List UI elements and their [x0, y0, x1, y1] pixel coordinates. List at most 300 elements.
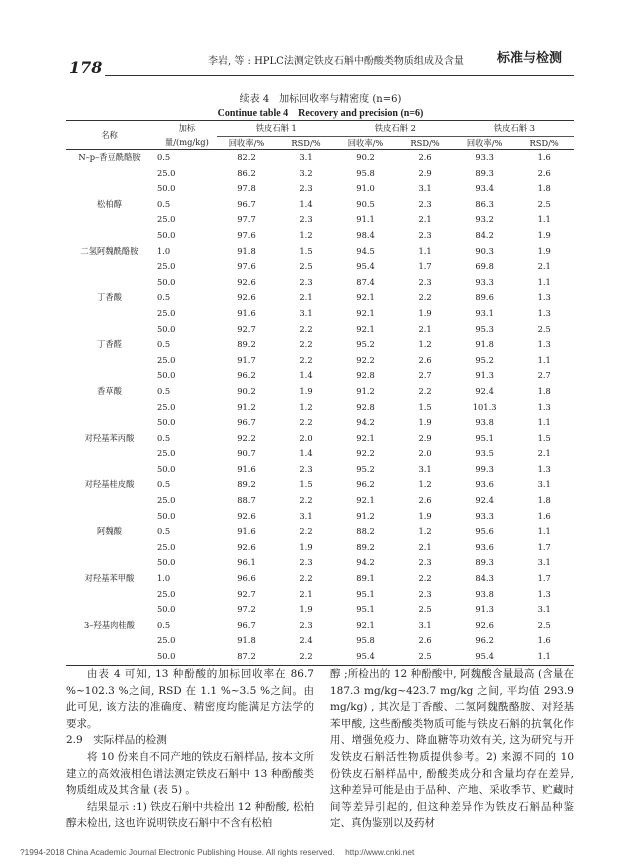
value-cell: 2.2 [418, 573, 432, 584]
value-cell: 95.4 [336, 649, 395, 665]
value-cell: 1.6 [537, 635, 551, 646]
value-cell: 95.2 [475, 354, 494, 365]
value-cell: 93.5 [475, 448, 494, 459]
value-cell: 3.1 [299, 510, 313, 521]
value-cell: 2.2 [299, 573, 313, 584]
value-cell: 1.1 [537, 417, 551, 428]
value-cell: 2.3 [418, 557, 432, 568]
value-cell: 2.5 [299, 261, 313, 272]
value-cell: 90.2 [356, 152, 375, 162]
value-cell: 93.3 [475, 510, 494, 521]
compound-name-cell [66, 446, 153, 462]
value-cell: 2.0 [418, 448, 432, 459]
value-cell: 1.7 [537, 573, 551, 584]
value-cell: 2.2 [299, 495, 313, 506]
table-row [66, 275, 574, 291]
value-cell: 89.2 [237, 479, 256, 490]
value-cell: 2.3 [299, 619, 313, 630]
value-cell: 91.8 [237, 635, 256, 646]
value-cell: 91.2 [356, 510, 375, 521]
table-row [66, 509, 574, 525]
value-cell: 1.1 [537, 526, 551, 537]
value-cell: 2.4 [299, 635, 313, 646]
value-cell: 1.2 [418, 479, 432, 490]
compound-name-cell [66, 649, 153, 665]
value-cell: 95.2 [356, 339, 375, 350]
added-amount-cell: 0.5 [156, 619, 171, 630]
table-row [66, 166, 574, 182]
table-row [66, 197, 574, 213]
value-cell: 1.4 [299, 448, 313, 459]
compound-name-cell: 丁香酸 [97, 292, 122, 303]
value-cell: 95.1 [356, 604, 375, 615]
compound-name-cell [66, 259, 153, 275]
value-cell: 1.4 [299, 198, 313, 209]
value-cell: 95.4 [356, 261, 375, 272]
compound-name-cell [66, 602, 153, 618]
added-amount-cell: 50.0 [156, 370, 176, 381]
compound-name-cell: 松柏醇 [97, 198, 122, 209]
table-row [66, 649, 574, 665]
value-cell: 96.2 [356, 479, 375, 490]
added-amount-cell: 25.0 [156, 307, 176, 318]
value-cell: 1.2 [418, 526, 432, 537]
value-cell: 90.3 [475, 245, 494, 256]
value-cell: 1.5 [418, 401, 432, 412]
value-cell: 2.1 [537, 261, 551, 272]
added-amount-cell: 50.0 [156, 557, 176, 568]
value-cell: 92.7 [237, 323, 256, 334]
compound-name-cell [66, 275, 153, 291]
value-cell: 2.3 [299, 557, 313, 568]
added-amount-cell: 0.5 [156, 526, 171, 537]
table-row [66, 587, 574, 603]
value-cell: 96.7 [237, 198, 256, 209]
table-row [66, 431, 574, 447]
value-cell: 2.5 [537, 619, 551, 630]
table-row [66, 181, 574, 197]
value-cell: 97.6 [237, 261, 256, 272]
compound-name-cell [66, 587, 153, 603]
value-cell: 90.5 [356, 198, 375, 209]
added-amount-cell: 50.0 [156, 510, 176, 521]
value-cell: 1.7 [418, 261, 432, 272]
compound-name-cell [66, 415, 153, 431]
col-added-header: 加标量/(mg/kg) [164, 123, 209, 147]
header-rule [66, 75, 574, 76]
paragraph: 结果显示 :1) 铁皮石斛中共检出 12 种酚酸, 松柏醇未检出, 这也许说明铁皮石斛中不含有松柏 [66, 800, 314, 830]
compound-name-cell: N–p–香豆酰酪胺 [78, 152, 141, 162]
value-cell: 88.2 [356, 526, 375, 537]
value-cell: 2.2 [276, 649, 336, 665]
value-cell: 94.5 [356, 245, 375, 256]
value-cell: 2.7 [537, 370, 551, 381]
value-cell: 1.9 [299, 385, 313, 396]
value-cell: 93.6 [475, 541, 494, 552]
value-cell: 89.6 [475, 292, 494, 303]
value-cell: 92.1 [356, 307, 375, 318]
value-cell: 2.5 [537, 323, 551, 334]
value-cell: 2.6 [418, 635, 432, 646]
table-row [66, 259, 574, 275]
table-row [66, 322, 574, 338]
value-cell: 88.7 [237, 495, 256, 506]
value-cell: 2.6 [418, 152, 432, 162]
value-cell: 2.3 [418, 198, 432, 209]
value-cell: 1.8 [537, 183, 551, 194]
value-cell: 82.2 [237, 152, 256, 162]
value-cell: 1.9 [418, 510, 432, 521]
value-cell: 91.6 [237, 307, 256, 318]
value-cell: 91.1 [356, 214, 375, 225]
value-cell: 1.4 [299, 370, 313, 381]
value-cell: 96.6 [237, 573, 256, 584]
value-cell: 89.3 [475, 167, 494, 178]
sub-recovery-2: 回收率/% [347, 137, 384, 148]
value-cell: 93.3 [475, 152, 494, 162]
compound-name-cell [66, 368, 153, 384]
recovery-table [66, 120, 574, 666]
value-cell: 91.2 [237, 401, 256, 412]
value-cell: 2.1 [418, 541, 432, 552]
value-cell: 95.8 [356, 167, 375, 178]
value-cell: 2.2 [418, 292, 432, 303]
col-name-header: 名称 [101, 130, 118, 140]
value-cell: 3.1 [299, 152, 313, 162]
compound-name-cell [66, 353, 153, 369]
added-amount-cell: 25.0 [156, 541, 176, 552]
value-cell: 2.1 [418, 214, 432, 225]
value-cell: 92.8 [356, 401, 375, 412]
added-amount-cell: 50.0 [156, 323, 176, 334]
table-title-en: Continue table 4 Recovery and precision (n=6) [217, 108, 424, 119]
added-amount-cell: 0.5 [156, 339, 171, 350]
value-cell: 89.2 [356, 541, 375, 552]
added-amount-cell: 25.0 [156, 495, 176, 506]
value-cell: 2.2 [418, 385, 432, 396]
table-row [66, 415, 574, 431]
compound-name-cell [66, 212, 153, 228]
value-cell: 1.9 [418, 417, 432, 428]
table-row [66, 150, 574, 166]
value-cell: 3.1 [418, 183, 432, 194]
value-cell: 2.6 [418, 354, 432, 365]
value-cell: 2.0 [299, 432, 313, 443]
value-cell: 1.3 [537, 339, 551, 350]
table-row [66, 618, 574, 634]
value-cell: 1.1 [537, 214, 551, 225]
table-row [66, 602, 574, 618]
value-cell: 92.2 [356, 448, 375, 459]
table-row [66, 400, 574, 416]
table-row [66, 337, 574, 353]
value-cell: 1.6 [537, 510, 551, 521]
added-amount-cell: 0.5 [156, 292, 171, 303]
compound-name-cell [66, 228, 153, 244]
compound-name-cell [66, 306, 153, 322]
value-cell: 96.1 [237, 557, 256, 568]
paragraph: 将 10 份来自不同产地的铁皮石斛样品, 按本文所建立的高效液相色谱法测定铁皮石斛中 13 种酚酸类物质组成及其含量 (表 5) 。 [66, 750, 314, 797]
value-cell: 3.1 [299, 307, 313, 318]
table-row [66, 633, 574, 649]
table-row [66, 555, 574, 571]
sub-rsd-3: RSD/% [529, 137, 559, 148]
added-amount-cell: 0.5 [156, 198, 171, 209]
value-cell: 2.5 [418, 604, 432, 615]
value-cell: 91.8 [475, 339, 494, 350]
value-cell: 96.2 [475, 635, 494, 646]
value-cell: 1.3 [537, 463, 551, 474]
value-cell: 94.2 [356, 557, 375, 568]
value-cell: 95.3 [475, 323, 494, 334]
added-amount-cell: 0.5 [156, 385, 171, 396]
value-cell: 2.3 [418, 276, 432, 287]
paragraph: 醇 ;所检出的 12 种酚酸中, 阿魏酸含量最高 (含量在 187.3 mg/kg~423.7 mg/kg 之间, 平均值 293.9 mg/kg) , 其次是丁香酸、二氢阿魏酰酪胺、对羟基苯甲酸, 这些酚酸类物质可能与铁皮石斛的抗氧化作用、增强免疫力、降血糖等功效有关, 这为研究与开发铁皮石斛活性物质提供参考。2) 来源不同的 10 份铁皮石斛样品中, 酚酸类成分和含量均存在差异, 这种差异可能是由于品种、产地、采收季节、贮藏时间等差异引起的, 但这种差异作为铁皮石斛品种鉴定、真伪鉴别以及药材 [330, 668, 574, 830]
right-column [330, 666, 574, 832]
value-cell: 2.5 [395, 649, 455, 665]
value-cell: 97.7 [237, 214, 256, 225]
value-cell: 92.4 [475, 495, 494, 506]
table-row [66, 540, 574, 556]
value-cell: 91.2 [356, 385, 375, 396]
value-cell: 91.6 [237, 463, 256, 474]
value-cell: 91.6 [237, 526, 256, 537]
value-cell: 1.8 [537, 495, 551, 506]
compound-name-cell [66, 493, 153, 509]
table-row [66, 228, 574, 244]
value-cell: 2.9 [418, 167, 432, 178]
value-cell: 99.3 [475, 463, 494, 474]
value-cell: 1.3 [537, 588, 551, 599]
value-cell: 95.6 [475, 526, 494, 537]
table-row [66, 244, 574, 260]
value-cell: 2.2 [299, 323, 313, 334]
group-header-2: 铁皮石斛 2 [336, 121, 455, 137]
value-cell: 1.1 [537, 354, 551, 365]
value-cell: 92.2 [237, 432, 256, 443]
value-cell: 91.3 [475, 604, 494, 615]
value-cell: 97.6 [237, 229, 256, 240]
value-cell: 93.4 [475, 183, 494, 194]
compound-name-cell [66, 181, 153, 197]
copyright-footer: ?1994-2018 China Academic Journal Electronic Publishing House. All rights reserved. http://www.cnki.net [20, 847, 415, 857]
value-cell: 69.8 [475, 261, 494, 272]
sub-rsd-2: RSD/% [410, 137, 440, 148]
value-cell: 97.2 [237, 604, 256, 615]
compound-name-cell [66, 322, 153, 338]
left-column [66, 666, 314, 832]
value-cell: 2.2 [299, 354, 313, 365]
value-cell: 84.3 [475, 573, 494, 584]
value-cell: 92.4 [475, 385, 494, 396]
value-cell: 1.3 [537, 401, 551, 412]
value-cell: 98.4 [356, 229, 375, 240]
compound-name-cell [66, 633, 153, 649]
value-cell: 93.8 [475, 417, 494, 428]
added-amount-cell: 0.5 [156, 432, 171, 443]
value-cell: 1.9 [299, 541, 313, 552]
value-cell: 89.2 [237, 339, 256, 350]
paragraph: 由表 4 可知, 13 种酚酸的加标回收率在 86.7 %~102.3 %之间, RSD 在 1.1 %~3.5 %之间。由此可见, 该方法的准确度、精密度均能满足方法学的要求。 [66, 668, 314, 730]
value-cell: 95.1 [356, 588, 375, 599]
table-row [66, 446, 574, 462]
compound-name-cell: 丁香醛 [97, 339, 122, 350]
added-amount-cell: 25.0 [156, 167, 176, 178]
value-cell: 1.9 [299, 604, 313, 615]
value-cell: 1.8 [537, 385, 551, 396]
compound-name-cell: 阿魏酸 [97, 526, 122, 537]
compound-name-cell [66, 462, 153, 478]
value-cell: 2.1 [299, 588, 313, 599]
added-amount-cell: 1.0 [156, 573, 171, 584]
sub-rsd-1: RSD/% [291, 137, 321, 148]
value-cell: 1.1 [514, 649, 574, 665]
value-cell: 93.3 [475, 276, 494, 287]
compound-name-cell [66, 555, 153, 571]
added-amount-cell: 25.0 [156, 588, 176, 599]
value-cell: 3.1 [537, 557, 551, 568]
value-cell: 1.3 [537, 307, 551, 318]
value-cell: 3.2 [299, 167, 313, 178]
value-cell: 92.6 [237, 292, 256, 303]
value-cell: 90.2 [237, 385, 256, 396]
compound-name-cell: 对羟基苯丙酸 [84, 432, 135, 443]
table-body [66, 150, 574, 666]
value-cell: 91.0 [356, 183, 375, 194]
value-cell: 1.9 [418, 307, 432, 318]
value-cell: 97.8 [237, 183, 256, 194]
value-cell: 90.7 [237, 448, 256, 459]
table-row [66, 290, 574, 306]
value-cell: 96.2 [237, 370, 256, 381]
value-cell: 1.1 [418, 245, 432, 256]
value-cell: 1.9 [537, 245, 551, 256]
value-cell: 92.1 [356, 619, 375, 630]
table-row [66, 384, 574, 400]
value-cell: 2.3 [418, 588, 432, 599]
value-cell: 2.3 [299, 463, 313, 474]
added-amount-cell: 25.0 [156, 354, 176, 365]
table-row [66, 571, 574, 587]
table-row [66, 462, 574, 478]
table-row [66, 306, 574, 322]
value-cell: 2.6 [537, 167, 551, 178]
compound-name-cell [66, 166, 153, 182]
value-cell: 2.2 [299, 417, 313, 428]
group-header-1: 铁皮石斛 1 [217, 121, 336, 137]
value-cell: 93.1 [475, 307, 494, 318]
value-cell: 94.2 [356, 417, 375, 428]
added-amount-cell: 25.0 [156, 261, 176, 272]
compound-name-cell: 对羟基桂皮酸 [84, 479, 135, 490]
value-cell: 2.3 [299, 214, 313, 225]
compound-name-cell: 3–羟基肉桂酸 [84, 619, 135, 630]
value-cell: 96.7 [237, 417, 256, 428]
value-cell: 93.8 [475, 588, 494, 599]
compound-name-cell [66, 400, 153, 416]
value-cell: 92.8 [356, 370, 375, 381]
value-cell: 3.1 [537, 604, 551, 615]
added-amount-cell: 25.0 [156, 214, 176, 225]
value-cell: 101.3 [472, 401, 497, 412]
value-cell: 96.7 [237, 619, 256, 630]
added-amount-cell: 50.0 [153, 649, 217, 665]
value-cell: 3.1 [537, 479, 551, 490]
value-cell: 2.9 [418, 432, 432, 443]
added-amount-cell: 25.0 [156, 401, 176, 412]
added-amount-cell: 25.0 [156, 448, 176, 459]
value-cell: 92.1 [356, 432, 375, 443]
value-cell: 95.4 [455, 649, 515, 665]
value-cell: 86.2 [237, 167, 256, 178]
value-cell: 89.3 [475, 557, 494, 568]
value-cell: 92.2 [356, 354, 375, 365]
added-amount-cell: 1.0 [156, 245, 171, 256]
value-cell: 91.7 [237, 354, 256, 365]
value-cell: 92.1 [356, 292, 375, 303]
value-cell: 93.2 [475, 214, 494, 225]
value-cell: 92.6 [475, 619, 494, 630]
section-heading: 2.9 实际样品的检测 [66, 734, 167, 747]
value-cell: 2.6 [418, 495, 432, 506]
value-cell: 87.2 [217, 649, 276, 665]
running-title: 李岩, 等 : HPLC法测定铁皮石斛中酚酸类物质组成及含量 [208, 56, 464, 67]
value-cell: 2.3 [299, 183, 313, 194]
added-amount-cell: 50.0 [156, 183, 176, 194]
value-cell: 95.1 [475, 432, 494, 443]
value-cell: 2.1 [537, 448, 551, 459]
value-cell: 3.1 [418, 619, 432, 630]
value-cell: 1.2 [299, 401, 313, 412]
added-amount-cell: 0.5 [156, 479, 171, 490]
value-cell: 2.7 [418, 370, 432, 381]
value-cell: 2.1 [418, 323, 432, 334]
value-cell: 92.6 [237, 276, 256, 287]
added-amount-cell: 50.0 [156, 229, 176, 240]
value-cell: 91.8 [237, 245, 256, 256]
compound-name-cell: 对羟基苯甲酸 [84, 573, 135, 584]
value-cell: 92.1 [356, 495, 375, 506]
value-cell: 1.3 [537, 292, 551, 303]
value-cell: 92.7 [237, 588, 256, 599]
added-amount-cell: 0.5 [156, 152, 171, 162]
value-cell: 84.2 [475, 229, 494, 240]
added-amount-cell: 50.0 [156, 604, 176, 615]
sub-recovery-1: 回收率/% [228, 137, 265, 148]
group-header-3: 铁皮石斛 3 [455, 121, 574, 137]
value-cell: 1.5 [537, 432, 551, 443]
sub-recovery-3: 回收率/% [466, 137, 503, 148]
value-cell: 1.2 [418, 339, 432, 350]
table-row [66, 493, 574, 509]
added-amount-cell: 50.0 [156, 276, 176, 287]
value-cell: 1.5 [299, 245, 313, 256]
value-cell: 1.1 [537, 276, 551, 287]
value-cell: 1.9 [537, 229, 551, 240]
table-row [66, 212, 574, 228]
value-cell: 86.3 [475, 198, 494, 209]
value-cell: 93.6 [475, 479, 494, 490]
table-row [66, 368, 574, 384]
added-amount-cell: 25.0 [156, 635, 176, 646]
value-cell: 92.1 [356, 323, 375, 334]
value-cell: 92.6 [237, 541, 256, 552]
value-cell: 2.5 [537, 198, 551, 209]
value-cell: 1.5 [299, 479, 313, 490]
value-cell: 87.4 [356, 276, 375, 287]
table-title-cn: 续表 4 加标回收率与精密度 (n=6) [239, 94, 402, 105]
value-cell: 2.2 [299, 526, 313, 537]
